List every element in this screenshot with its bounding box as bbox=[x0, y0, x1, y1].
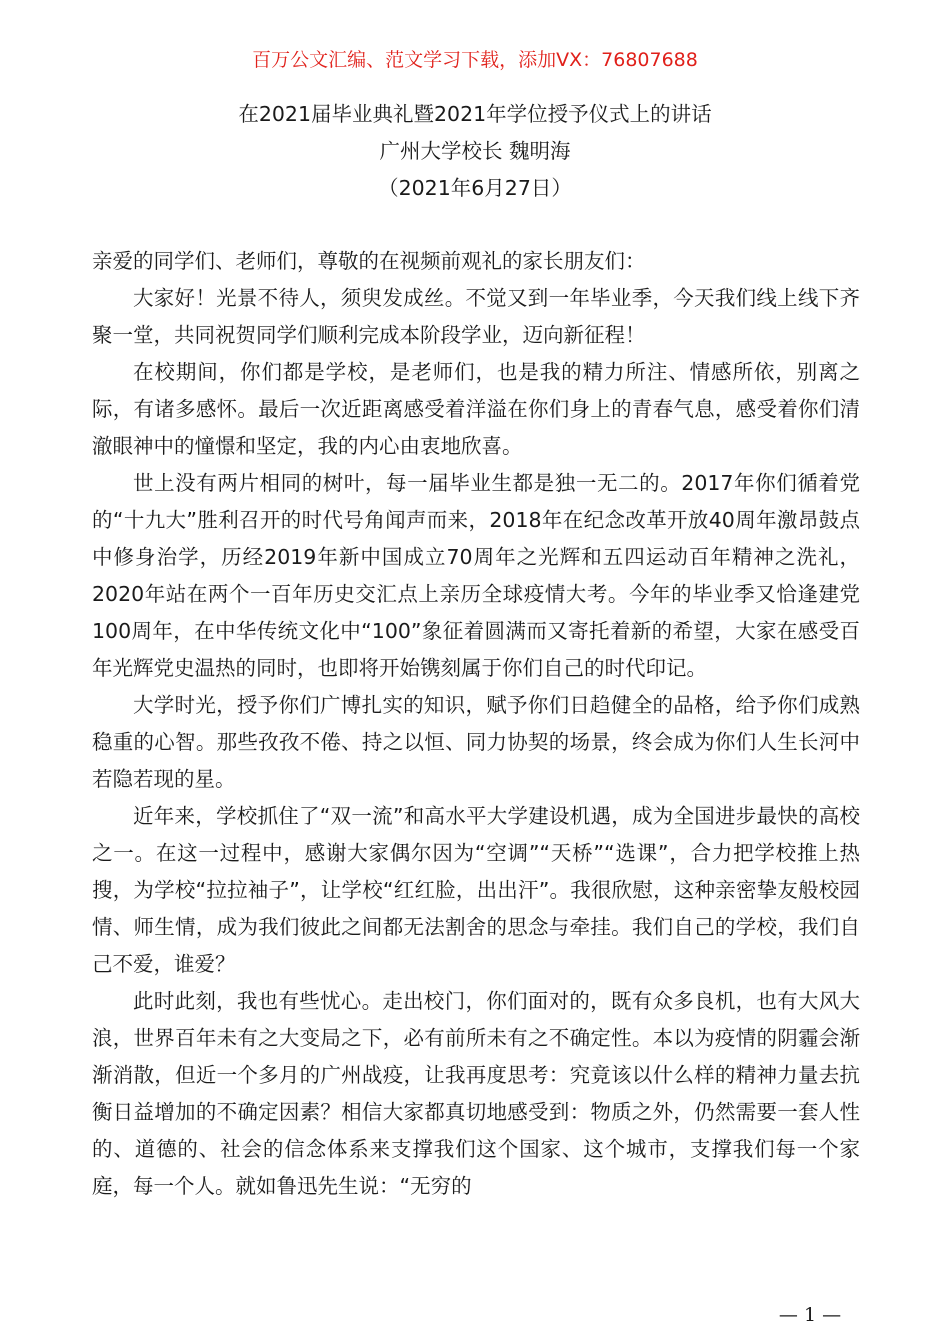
speech-body bbox=[92, 243, 860, 1205]
paragraph: 近年来，学校抓住了“双一流”和高水平大学建设机遇，成为全国进步最快的高校之一。在这一过程中，感谢大家偶尔因为“空调”“天桥”“选课”，合力把学校推上热搜，为学校“拉拉袖子”，让学校“红红脸，出出汗”。我很欣慰，这种亲密挚友般校园情、师生情，成为我们彼此之间都无法割舍的思念与牵挂。我们自己的学校，我们自己不爱，谁爱？ bbox=[92, 804, 860, 976]
download-banner: 百万公文汇编、范文学习下载，添加VX：76807688 bbox=[252, 49, 698, 71]
paragraph: 大学时光，授予你们广博扎实的知识，赋予你们日趋健全的品格，给予你们成熟稳重的心智。那些孜孜不倦、持之以恒、同力协契的场景，终会成为你们人生长河中若隐若现的星。 bbox=[92, 693, 860, 791]
paragraph: 世上没有两片相同的树叶，每一届毕业生都是独一无二的。2017年你们循着党的“十九大”胜利召开的时代号角闻声而来，2018年在纪念改革开放40周年激昂鼓点中修身治学，历经2019年新中国成立70周年之光辉和五四运动百年精神之洗礼，2020年站在两个一百年历史交汇点上亲历全球疫情大考。今年的毕业季又恰逢建党100周年，在中华传统文化中“100”象征着圆满而又寄托着新的希望，大家在感受百年光辉党史温热的同时，也即将开始镌刻属于你们自己的时代印记。 bbox=[92, 471, 860, 680]
paragraph: 在校期间，你们都是学校，是老师们，也是我的精力所注、情感所依，别离之际，有诸多感怀。最后一次近距离感受着洋溢在你们身上的青春气息，感受着你们清澈眼神中的憧憬和坚定，我的内心由衷地欣喜。 bbox=[92, 360, 860, 458]
paragraph: 此时此刻，我也有些忧心。走出校门，你们面对的，既有众多良机，也有大风大浪，世界百年未有之大变局之下，必有前所未有之不确定性。本以为疫情的阴霾会渐渐消散，但近一个多月的广州战疫，让我再度思考：究竟该以什么样的精神力量去抗衡日益增加的不确定因素？相信大家都真切地感受到：物质之外，仍然需要一套人性的、道德的、社会的信念体系来支撑我们这个国家、这个城市，支撑我们每一个家庭，每一个人。就如鲁迅先生说：“无穷的 bbox=[92, 989, 860, 1198]
paragraph: 大家好！光景不待人，须臾发成丝。不觉又到一年毕业季，今天我们线上线下齐聚一堂，共同祝贺同学们顺利完成本阶段学业，迈向新征程！ bbox=[92, 286, 860, 347]
speech-title: 在2021届毕业典礼暨2021年学位授予仪式上的讲话 bbox=[238, 102, 712, 126]
salutation: 亲爱的同学们、老师们，尊敬的在视频前观礼的家长朋友们： bbox=[92, 249, 646, 273]
speech-header bbox=[0, 96, 950, 207]
speaker-line: 广州大学校长 魏明海 bbox=[379, 139, 571, 163]
page-number: — 1 — bbox=[778, 1304, 842, 1326]
speech-date: （2021年6月27日） bbox=[378, 176, 572, 200]
